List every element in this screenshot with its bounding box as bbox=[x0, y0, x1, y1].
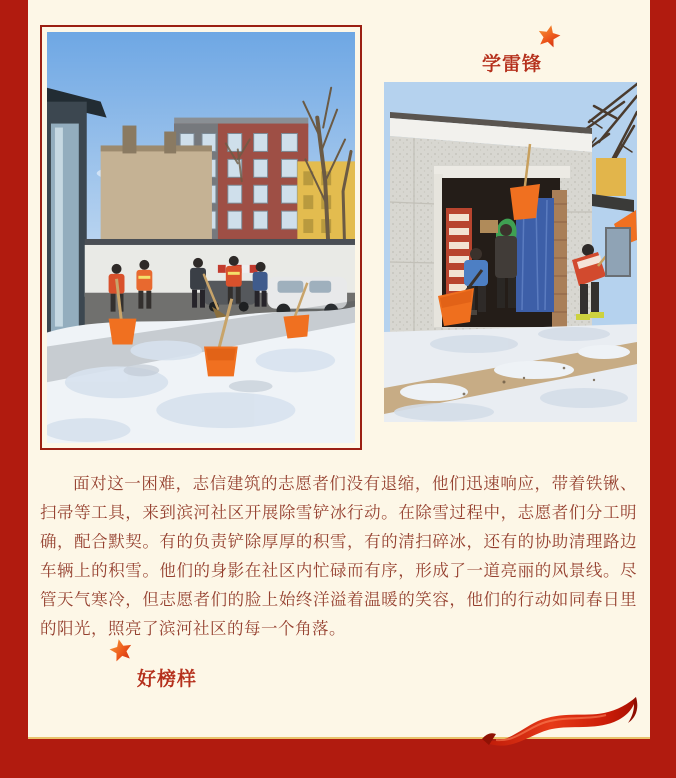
section-title-good-example: 好榜样 bbox=[137, 669, 198, 690]
star-icon bbox=[106, 635, 137, 666]
photo-street-snow-clearing[interactable] bbox=[40, 25, 362, 450]
section-title-learn-leifeng: 学雷锋 bbox=[482, 54, 543, 75]
page-border-right bbox=[650, 0, 676, 778]
photo-street-illustration bbox=[47, 32, 355, 443]
page-border-left bbox=[0, 0, 28, 778]
ribbon-icon bbox=[476, 695, 646, 749]
photo-garage-snow-clearing[interactable] bbox=[384, 82, 637, 422]
photo-garage-illustration bbox=[384, 82, 637, 422]
star-icon bbox=[534, 21, 565, 52]
article-paragraph: 面对这一困难，志信建筑的志愿者们没有退缩，他们迅速响应，带着铁锹、扫帚等工具，来到滨河社区开展除雪铲冰行动。在除雪过程中，志愿者们分工明确，配合默契。有的负责铲除厚厚的积雪，有的清扫碎冰，还有的协助清理路边车辆上的积雪。他们的身影在社区内忙碌而有序，形成了一道亮丽的风景线。尽管天气寒冷，但志愿者们的脸上始终洋溢着温暖的笑容，他们的行动如同春日里的阳光，照亮了滨河社区的每一个角落。 bbox=[40, 475, 637, 638]
